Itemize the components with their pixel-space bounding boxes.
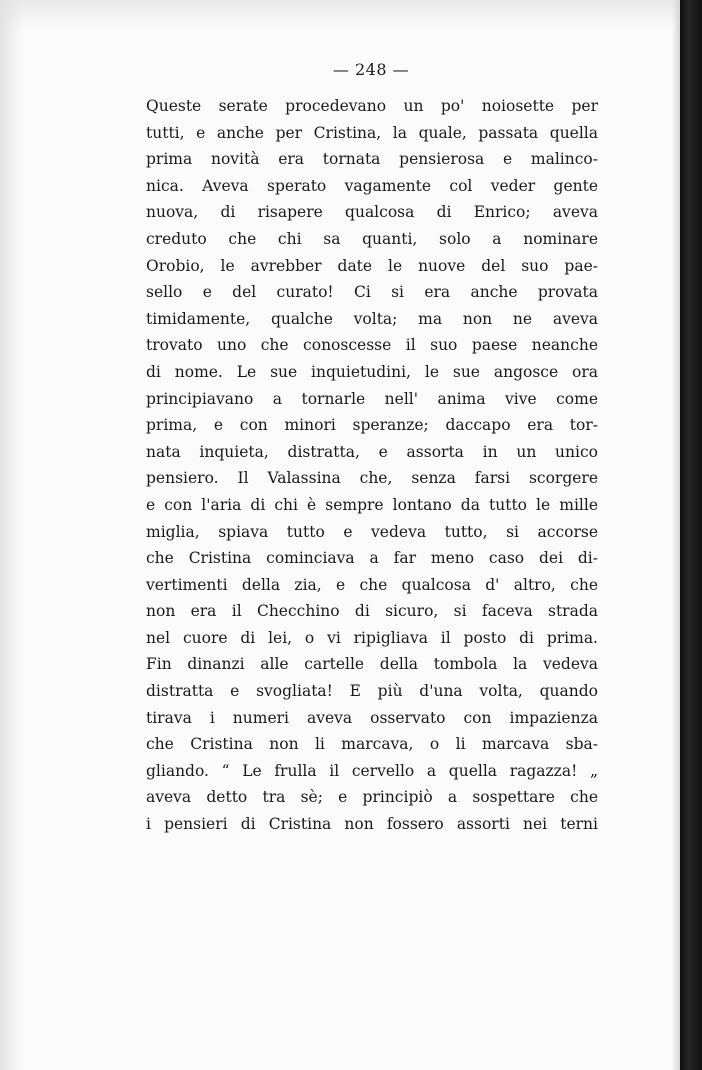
text-line: che Cristina cominciava a far meno caso dei di- bbox=[146, 549, 598, 568]
text-line: nuova, di risapere qualcosa di Enrico; aveva bbox=[146, 203, 598, 222]
text-line: i pensieri di Cristina non fossero assorti nei terni bbox=[146, 815, 598, 834]
text-line: tutti, e anche per Cristina, la quale, passata quella bbox=[146, 123, 598, 142]
text-line: non era il Checchino di sicuro, si faceva strada bbox=[146, 602, 598, 621]
text-line: Queste serate procedevano un po' noiosette per bbox=[146, 97, 598, 115]
page-top-shadow bbox=[0, 0, 702, 30]
text-line: nel cuore di lei, o vi ripigliava il posto di prima. bbox=[146, 628, 598, 647]
text-line: e con l'aria di chi è sempre lontano da tutto le mille bbox=[146, 495, 598, 514]
text-line: trovato uno che conoscesse il suo paese neanche bbox=[146, 336, 598, 355]
text-line: di nome. Le sue inquietudini, le sue angosce ora bbox=[146, 362, 598, 381]
text-line: distratta e svogliata! E più d'una volta, quando bbox=[146, 682, 598, 701]
text-line: prima novità era tornata pensierosa e malinco- bbox=[146, 150, 598, 169]
spine-shadow bbox=[680, 0, 702, 1070]
text-line: tirava i numeri aveva osservato con impazienza bbox=[146, 708, 598, 727]
text-line: principiavano a tornarle nell' anima vive come bbox=[146, 389, 598, 408]
spine-highlight bbox=[672, 0, 680, 1070]
text-line: che Cristina non li marcava, o li marcava sba- bbox=[146, 735, 598, 754]
text-line: pensiero. Il Valassina che, senza farsi scorgere bbox=[146, 469, 598, 488]
page-left-shadow bbox=[0, 0, 22, 1070]
page-number: — 248 — bbox=[332, 60, 410, 79]
text-line: timidamente, qualche volta; ma non ne aveva bbox=[146, 309, 598, 328]
text-line: nica. Aveva sperato vagamente col veder gente bbox=[146, 176, 598, 195]
text-line: sello e del curato! Ci si era anche provata bbox=[146, 283, 598, 302]
text-line: miglia, spiava tutto e vedeva tutto, si accorse bbox=[146, 522, 598, 541]
text-line: gliando. “ Le frulla il cervello a quella ragazza! „ bbox=[146, 761, 598, 780]
body-paragraph bbox=[146, 93, 598, 838]
text-line: creduto che chi sa quanti, solo a nominare bbox=[146, 229, 598, 248]
text-line: nata inquieta, distratta, e assorta in un unico bbox=[146, 442, 598, 461]
text-line: Orobio, le avrebber date le nuove del suo pae- bbox=[146, 256, 598, 275]
text-line: Fin dinanzi alle cartelle della tombola la vedeva bbox=[146, 655, 598, 674]
text-line: aveva detto tra sè; e principiò a sospettare che bbox=[146, 788, 598, 807]
text-line: prima, e con minori speranze; daccapo era tor- bbox=[146, 416, 598, 435]
book-spine-edge bbox=[672, 0, 702, 1070]
text-line: vertimenti della zia, e che qualcosa d' altro, che bbox=[146, 575, 598, 594]
